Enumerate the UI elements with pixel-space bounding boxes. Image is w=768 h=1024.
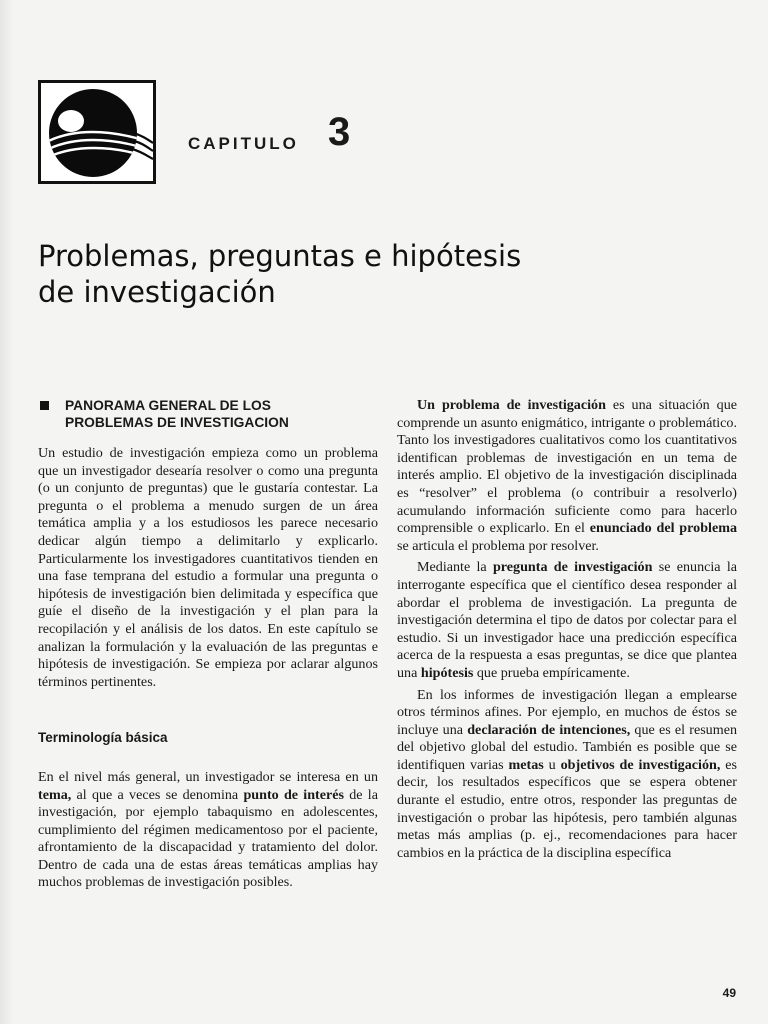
globe-wave-icon bbox=[38, 80, 156, 184]
section-heading bbox=[38, 397, 378, 431]
chapter-number: 3 bbox=[328, 110, 351, 154]
term-tema: tema, bbox=[38, 786, 72, 803]
intro-paragraph: Un estudio de investigación empieza como un problema que un investigador desearía resolver o como una pregunta (o un conjunto de preguntas) que le gustaría contestar. La pregunta o el problema a menudo surgen de un área temática amplia y a los estudiosos les parece necesario dedicar algún tiempo a delimitarlo y explicarlo. Particularmente los investigadores cuantitativos tienden en una fase temprana del estudio a formular una pregunta o hipótesis de investigación bien delimitada y específica que guíe el diseño de la investigación y el plan para la recopilación y el análisis de los datos. En este capítulo se analizan la formulación y la evaluación de las preguntas e hipótesis de investigación. Se empieza por aclarar algunos términos pertinentes. bbox=[38, 445, 378, 690]
related-terms-paragraph: En los informes de investigación llegan a emplearse otros términos afines. Por ejemplo, en muchos de éstos se incluye una declaración de intenciones, que es el resumen del objetivo global del estudio. También es posible que se identifiquen varias metas u objetivos de investigación, es decir, los resultados específicos que se espera obtener durante el estudio, entre otros, responder las preguntas de investigación o probar las hipótesis, pero también algunas metas más amplias (p. ej., recomendaciones para hacer cambios en la práctica de la disciplina específica bbox=[397, 686, 737, 861]
chapter-header bbox=[38, 80, 368, 190]
research-question-paragraph: Mediante la pregunta de investigación se enuncia la interrogante específica que el científico desea responder al abordar el problema de investigación. La pregunta de investigación determina el tipo de datos por colectar para el estudio. Si un investigador hace una predicción específica acerca de la respuesta a esas preguntas, se dice que plantea una hipótesis que prueba empíricamente. bbox=[397, 559, 737, 681]
chapter-title bbox=[38, 238, 678, 310]
term-metas: metas bbox=[508, 756, 544, 773]
page-gutter-shadow bbox=[0, 0, 14, 1024]
left-column bbox=[38, 397, 378, 892]
chapter-label: CAPITULO bbox=[188, 134, 299, 153]
right-column bbox=[397, 397, 737, 862]
term-problema-de-investigacion: Un problema de investigación bbox=[417, 397, 606, 413]
chapter-title-line-2: de investigación bbox=[38, 275, 276, 309]
term-declaracion-de-intenciones: declaración de intenciones, bbox=[467, 721, 631, 738]
page-number: 49 bbox=[722, 986, 736, 1000]
term-enunciado-del-problema: enunciado del problema bbox=[589, 520, 737, 537]
term-objetivos-de-investigacion: objetivos de investigación, bbox=[560, 756, 721, 773]
section-heading-line-2: PROBLEMAS DE INVESTIGACION bbox=[65, 415, 289, 430]
chapter-title-line-1: Problemas, preguntas e hipótesis bbox=[38, 239, 522, 273]
term-hipotesis: hipótesis bbox=[420, 664, 474, 681]
term-pregunta-de-investigacion: pregunta de investigación bbox=[492, 559, 653, 576]
square-bullet-icon bbox=[40, 401, 49, 410]
terminology-paragraph: En el nivel más general, un investigador se interesa en un tema, al que a veces se denomina punto de interés de la investigación, por ejemplo tabaquismo en adolescentes, cumplimiento del régimen medicamentoso por el paciente, afrontamiento de la discapacidad y tratamiento del dolor. Dentro de cada una de estas áreas temáticas amplias hay muchos problemas de investigación posibles. bbox=[38, 768, 378, 891]
subheading-terminology: Terminología básica bbox=[38, 730, 168, 746]
term-punto-de-interes: punto de interés bbox=[243, 786, 344, 803]
section-heading-line-1: PANORAMA GENERAL DE LOS bbox=[65, 398, 271, 413]
problem-definition-paragraph: Un problema de investigación es una situación que comprende un asunto enigmático, intrigante o problemático. Tanto los investigadores cualitativos como los cuantitativos identifican problemas de investigación en un tema de interés amplio. El objetivo de la investigación disciplinada es “resolver” el problema (o contribuir a resolverlo) acumulando información suficiente como para hacerlo comprensible o explicarlo. En el enunciado del problema se articula el problema por resolver. bbox=[397, 397, 737, 554]
